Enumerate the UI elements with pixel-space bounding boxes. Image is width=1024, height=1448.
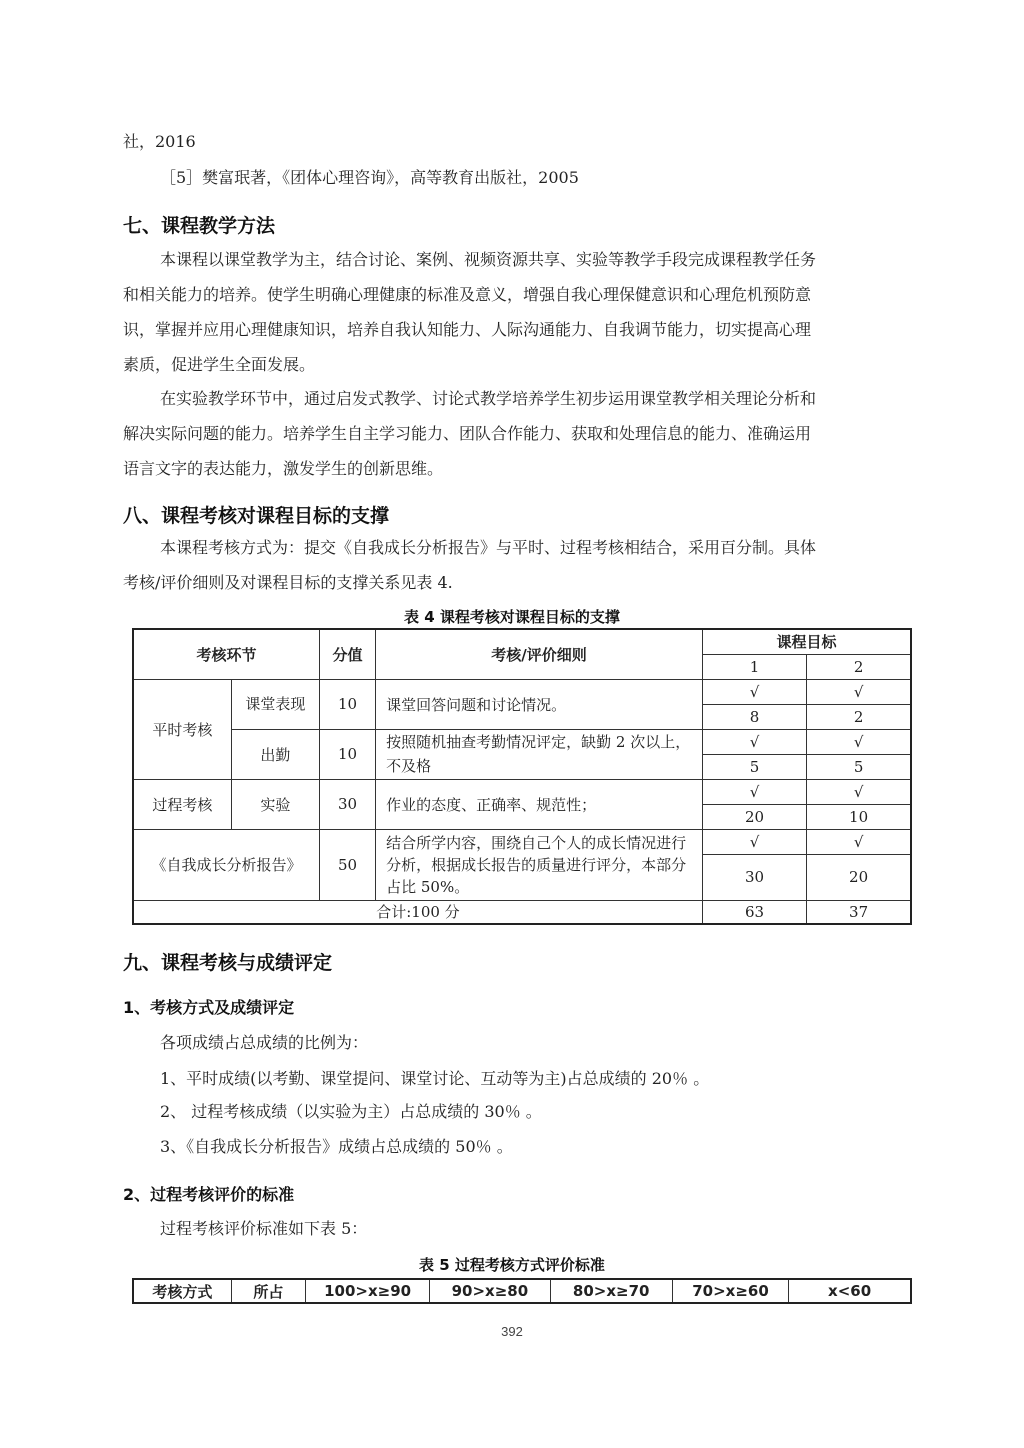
t5-th-70-80: 80>x≥70 [550,1279,672,1303]
section-7-p1-l4: 素质，促进学生全面发展。 [123,355,316,374]
cell-report-c2: √ [807,829,911,854]
cell-class-c1: √ [702,679,806,704]
th-goal: 课程目标 [702,629,911,654]
cell-report-detail: 结合所学内容，围绕自己个人的成长情况进行分析，根据成长报告的质量进行评分，本部分占比 50%。 [376,829,703,900]
th-goal-2: 2 [807,654,911,679]
cell-class-c2: √ [807,679,911,704]
cell-report-v2: 20 [807,854,911,900]
cell-attend-c2: √ [807,729,911,754]
table-5 [132,1278,912,1304]
section-8-heading: 八、课程考核对课程目标的支撑 [123,505,390,527]
t5-th-below-60: x<60 [789,1279,911,1303]
cell-attend-v2: 5 [807,754,911,779]
table-4-caption: 表 4 课程考核对课程目标的支撑 [404,608,620,626]
t5-th-90-100: 100>x≥90 [305,1279,429,1303]
t5-th-80-90: 90>x≥80 [430,1279,550,1303]
section-8-p1-l1: 本课程考核方式为：提交《自我成长分析报告》与平时、过程考核相结合，采用百分制。具体 [160,538,817,557]
cell-report: 《自我成长分析报告》 [133,829,319,900]
section-7-p2-l3: 语言文字的表达能力，激发学生的创新思维。 [123,459,444,478]
th-detail: 考核/评价细则 [376,629,703,679]
cell-process: 过程考核 [133,779,231,829]
th-score: 分值 [319,629,375,679]
cell-total: 合计:100 分 [133,900,702,924]
cell-experiment: 实验 [231,779,319,829]
section-7-p2-l1: 在实验教学环节中，通过启发式教学、讨论式教学培养学生初步运用课堂教学相关理论分析和 [160,389,817,408]
cell-attend-v1: 5 [702,754,806,779]
cell-report-v1: 30 [702,854,806,900]
t5-th-60-70: 70>x≥60 [672,1279,788,1303]
page-number: 392 [501,1324,523,1339]
ref-line-2: ［5］樊富珉著，《团体心理咨询》，高等教育出版社，2005 [160,168,579,187]
section-9-sub1: 1、考核方式及成绩评定 [123,998,295,1017]
section-7-p1-l2: 和相关能力的培养。使学生明确心理健康的标准及意义，增强自我心理保健意识和心理危机预防意 [123,285,812,304]
cell-report-score: 50 [319,829,375,900]
section-9-heading: 九、课程考核与成绩评定 [123,952,333,974]
th-link: 考核环节 [133,629,319,679]
section-9-intro: 各项成绩占总成绩的比例为： [160,1033,369,1052]
cell-exp-detail: 作业的态度、正确率、规范性； [376,779,703,829]
section-9-item-2: 2、 过程考核成绩（以实验为主）占总成绩的 30％ 。 [160,1102,542,1121]
section-9-intro2: 过程考核评价标准如下表 5： [160,1219,368,1238]
section-7-p1-l1: 本课程以课堂教学为主，结合讨论、案例、视频资源共享、实验等教学手段完成课程教学任务 [160,250,817,269]
cell-exp-c2: √ [807,779,911,804]
th-goal-1: 1 [702,654,806,679]
cell-class-detail: 课堂回答问题和讨论情况。 [376,679,703,729]
section-7-p2-l2: 解决实际问题的能力。培养学生自主学习能力、团队合作能力、获取和处理信息的能力、准确运用 [123,424,812,443]
cell-attend-score: 10 [319,729,375,779]
cell-exp-v2: 10 [807,804,911,829]
cell-pingshi: 平时考核 [133,679,231,779]
section-8-p1-l2: 考核/评价细则及对课程目标的支撑关系见表 4. [123,573,453,592]
cell-class-score: 10 [319,679,375,729]
cell-class-perf: 课堂表现 [231,679,319,729]
cell-exp-score: 30 [319,779,375,829]
table-4 [132,628,912,925]
section-7-p1-l3: 识，掌握并应用心理健康知识，培养自我认知能力、人际沟通能力、自我调节能力，切实提高心理 [123,320,812,339]
section-9-item-1: 1、平时成绩(以考勤、课堂提问、课堂讨论、互动等为主)占总成绩的 20％ 。 [160,1069,710,1088]
cell-report-c1: √ [702,829,806,854]
cell-attend: 出勤 [231,729,319,779]
cell-class-v2: 2 [807,704,911,729]
section-9-sub2: 2、过程考核评价的标准 [123,1185,295,1204]
t5-th-method: 考核方式 [133,1279,231,1303]
cell-exp-c1: √ [702,779,806,804]
cell-attend-c1: √ [702,729,806,754]
cell-total-2: 37 [807,900,911,924]
cell-total-1: 63 [702,900,806,924]
t5-th-share: 所占 [231,1279,305,1303]
section-9-item-3: 3、《自我成长分析报告》成绩占总成绩的 50％ 。 [160,1137,513,1156]
cell-attend-detail: 按照随机抽查考勤情况评定，缺勤 2 次以上，不及格 [376,729,703,779]
ref-line-1: 社，2016 [123,132,196,151]
cell-class-v1: 8 [702,704,806,729]
cell-exp-v1: 20 [702,804,806,829]
section-7-heading: 七、课程教学方法 [123,215,276,237]
table-5-caption: 表 5 过程考核方式评价标准 [419,1256,605,1274]
